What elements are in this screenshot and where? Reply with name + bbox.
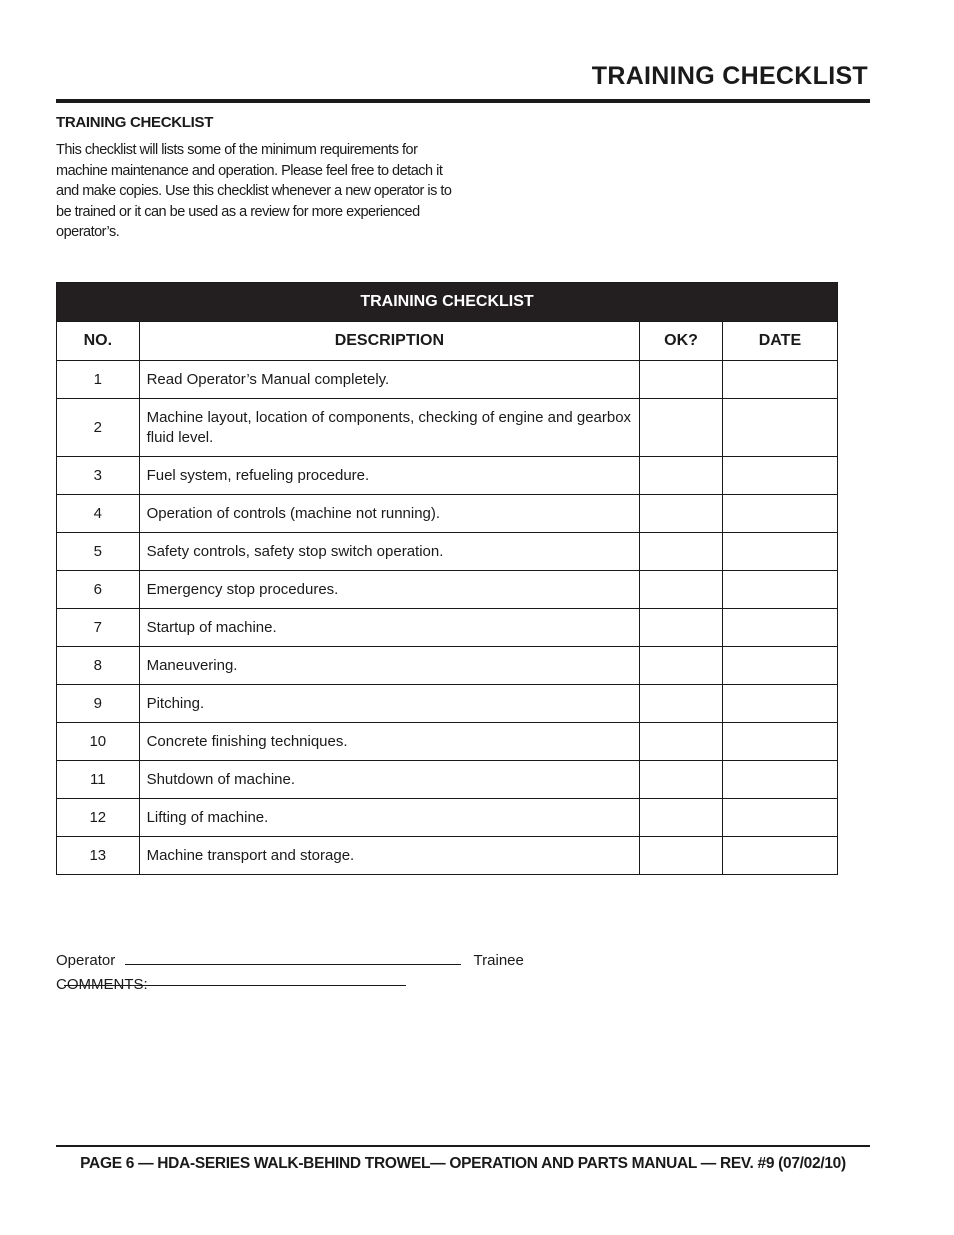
row-number: 10 bbox=[57, 723, 140, 761]
table-row bbox=[57, 457, 838, 495]
page-title: TRAINING CHECKLIST bbox=[591, 62, 868, 90]
row-number: 12 bbox=[57, 799, 140, 837]
row-description bbox=[139, 361, 640, 399]
row-description-text: Startup of machine. bbox=[146, 618, 277, 636]
column-header-description: DESCRIPTION bbox=[139, 322, 640, 361]
page-footer: PAGE 6 — HDA-SERIES WALK-BEHIND TROWEL— OPERATION AND PARTS MANUAL — REV. #9 (07/02/10) bbox=[80, 1155, 846, 1172]
row-ok-cell[interactable] bbox=[640, 533, 723, 571]
row-number: 11 bbox=[57, 761, 140, 799]
row-description bbox=[139, 571, 640, 609]
row-ok-cell[interactable] bbox=[640, 723, 723, 761]
row-ok-cell[interactable] bbox=[640, 761, 723, 799]
section-heading: TRAINING CHECKLIST bbox=[56, 114, 214, 131]
row-description bbox=[139, 609, 640, 647]
table-row bbox=[57, 399, 838, 457]
row-description-text: Pitching. bbox=[146, 694, 205, 712]
row-number: 3 bbox=[57, 457, 140, 495]
row-date-cell[interactable] bbox=[722, 533, 837, 571]
comments-label: COMMENTS: bbox=[56, 976, 148, 993]
trainee-label: Trainee bbox=[473, 952, 524, 969]
row-ok-cell[interactable] bbox=[640, 837, 723, 875]
table-row bbox=[57, 571, 838, 609]
table-row bbox=[57, 361, 838, 399]
table-row bbox=[57, 685, 838, 723]
table-title: TRAINING CHECKLIST bbox=[57, 283, 838, 322]
row-description bbox=[139, 399, 640, 457]
table-row bbox=[57, 761, 838, 799]
row-number: 8 bbox=[57, 647, 140, 685]
row-number: 4 bbox=[57, 495, 140, 533]
row-ok-cell[interactable] bbox=[640, 799, 723, 837]
row-ok-cell[interactable] bbox=[640, 495, 723, 533]
row-ok-cell[interactable] bbox=[640, 361, 723, 399]
column-header-ok: OK? bbox=[640, 322, 723, 361]
training-checklist-table bbox=[56, 282, 838, 875]
row-number: 7 bbox=[57, 609, 140, 647]
table-row bbox=[57, 495, 838, 533]
row-ok-cell[interactable] bbox=[640, 399, 723, 457]
row-description-text: Safety controls, safety stop switch operation. bbox=[146, 542, 444, 560]
row-date-cell[interactable] bbox=[722, 361, 837, 399]
column-header-date: DATE bbox=[722, 322, 837, 361]
operator-signature-field[interactable] bbox=[125, 948, 461, 965]
row-description bbox=[139, 685, 640, 723]
table-row bbox=[57, 533, 838, 571]
column-header-no: NO. bbox=[57, 322, 140, 361]
row-description bbox=[139, 647, 640, 685]
row-number: 9 bbox=[57, 685, 140, 723]
row-description bbox=[139, 837, 640, 875]
row-date-cell[interactable] bbox=[722, 647, 837, 685]
table-row bbox=[57, 647, 838, 685]
row-description-text: Fuel system, refueling procedure. bbox=[146, 466, 370, 484]
footer-rule bbox=[56, 1145, 870, 1147]
row-number: 6 bbox=[57, 571, 140, 609]
row-description bbox=[139, 533, 640, 571]
table-title-row bbox=[57, 283, 838, 322]
row-description-text: Read Operator’s Manual completely. bbox=[146, 370, 390, 388]
row-description-text: Machine transport and storage. bbox=[146, 846, 355, 864]
row-description-text: Concrete finishing techniques. bbox=[146, 732, 348, 750]
row-ok-cell[interactable] bbox=[640, 647, 723, 685]
row-date-cell[interactable] bbox=[722, 799, 837, 837]
row-date-cell[interactable] bbox=[722, 685, 837, 723]
row-number: 13 bbox=[57, 837, 140, 875]
row-date-cell[interactable] bbox=[722, 609, 837, 647]
row-description bbox=[139, 761, 640, 799]
row-ok-cell[interactable] bbox=[640, 685, 723, 723]
row-date-cell[interactable] bbox=[722, 495, 837, 533]
table-header-row bbox=[57, 322, 838, 361]
row-number: 5 bbox=[57, 533, 140, 571]
row-date-cell[interactable] bbox=[722, 837, 837, 875]
intro-paragraph: This checklist will lists some of the minimum requirements for machine maintenance and operation. Please feel free to detach it and make copies. Use this checklist whenever a new operator is to be trained or it can be used as a review for more experienced operator’s. bbox=[56, 142, 452, 240]
row-description bbox=[139, 495, 640, 533]
row-description bbox=[139, 723, 640, 761]
row-description-text: Maneuvering. bbox=[146, 656, 238, 674]
row-description-text: Lifting of machine. bbox=[146, 808, 269, 826]
row-description-text: Shutdown of machine. bbox=[146, 770, 296, 788]
header-rule bbox=[56, 99, 870, 103]
row-date-cell[interactable] bbox=[722, 571, 837, 609]
row-number: 1 bbox=[57, 361, 140, 399]
row-number: 2 bbox=[57, 399, 140, 457]
row-date-cell[interactable] bbox=[722, 723, 837, 761]
row-description-text: Operation of controls (machine not running). bbox=[146, 504, 441, 522]
row-description-text: Machine layout, location of components, checking of engine and gearbox fluid level. bbox=[146, 408, 632, 446]
table-row bbox=[57, 723, 838, 761]
row-ok-cell[interactable] bbox=[640, 609, 723, 647]
row-description bbox=[139, 799, 640, 837]
signature-line bbox=[56, 948, 876, 990]
operator-label: Operator bbox=[56, 952, 116, 969]
row-ok-cell[interactable] bbox=[640, 571, 723, 609]
table-row bbox=[57, 609, 838, 647]
row-description bbox=[139, 457, 640, 495]
row-date-cell[interactable] bbox=[722, 399, 837, 457]
row-date-cell[interactable] bbox=[722, 761, 837, 799]
row-ok-cell[interactable] bbox=[640, 457, 723, 495]
table-row bbox=[57, 837, 838, 875]
row-date-cell[interactable] bbox=[722, 457, 837, 495]
row-description-text: Emergency stop procedures. bbox=[146, 580, 339, 598]
table-row bbox=[57, 799, 838, 837]
